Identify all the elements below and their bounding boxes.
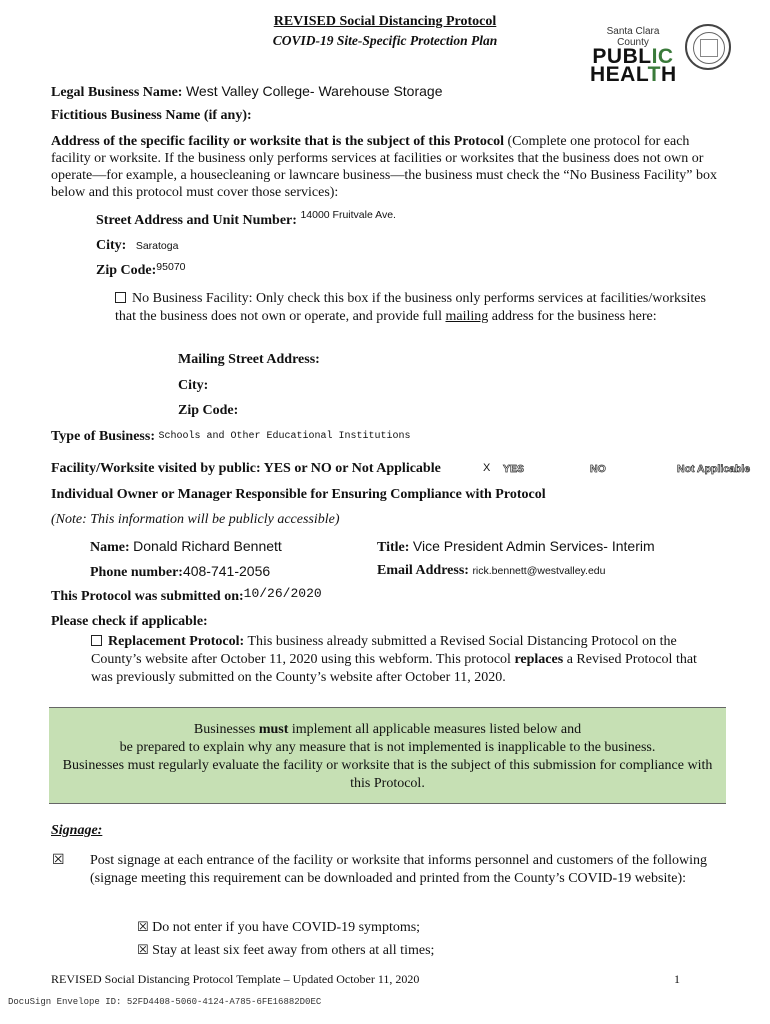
signage-item-text: Post signage at each entrance of the facility or worksite that informs personnel and customers of the following (signage meeting this requirement can be downloaded and printed from the County’s COVID-19 website): bbox=[90, 853, 707, 886]
phone-label: Phone number: bbox=[90, 565, 183, 580]
sub1-text: Do not enter if you have COVID-19 symptoms; bbox=[152, 920, 421, 935]
visited-row bbox=[51, 461, 441, 477]
submitted-label: This Protocol was submitted on: bbox=[51, 589, 244, 604]
zip-label: Zip Code: bbox=[96, 263, 157, 278]
city-field[interactable]: Saratoga bbox=[135, 240, 179, 252]
public-note: (Note: This information will be publicly accessible) bbox=[51, 512, 340, 527]
submitted-field[interactable]: 10/26/2020 bbox=[243, 586, 322, 601]
type-label: Type of Business: bbox=[51, 429, 155, 444]
signage-checkbox[interactable]: ☒ bbox=[52, 852, 65, 868]
phone-row bbox=[90, 563, 270, 581]
county-seal-icon bbox=[685, 24, 731, 70]
visited-mark: X bbox=[483, 462, 491, 474]
option-not-applicable[interactable]: Not Applicable bbox=[677, 463, 751, 475]
fictitious-name-label: Fictitious Business Name (if any): bbox=[51, 108, 252, 123]
signage-sub-1 bbox=[137, 920, 420, 936]
address-intro: Address of the specific facility or worksite that is the subject of this Protocol (Complete one protocol for each facility or worksite. If the business only performs services at facilities or worksites that the business does not own or operate—for example, a housecleaning or lawncare business—the business must check the “No Business Facility” box below and this protocol must cover those services): bbox=[51, 134, 717, 200]
zip-field[interactable]: 95070 bbox=[156, 261, 186, 273]
document-title: REVISED Social Distancing Protocol bbox=[273, 14, 497, 29]
footer-template: REVISED Social Distancing Protocol Template – Updated October 11, 2020 bbox=[51, 972, 420, 986]
public-health-logo bbox=[590, 26, 677, 86]
legal-name-field[interactable]: West Valley College- Warehouse Storage bbox=[185, 83, 443, 99]
notice-line-1: Businesses must implement all applicable measures listed below and bbox=[193, 722, 582, 737]
type-field[interactable]: Schools and Other Educational Institutions bbox=[158, 431, 411, 442]
page-number: 1 bbox=[674, 972, 680, 986]
city-label: City: bbox=[96, 238, 127, 253]
signage-heading: Signage: bbox=[51, 823, 103, 838]
email-field[interactable]: rick.bennett@westvalley.edu bbox=[472, 565, 606, 577]
street-label: Street Address and Unit Number: bbox=[96, 213, 297, 228]
document-subtitle: COVID-19 Site-Specific Protection Plan bbox=[272, 33, 498, 48]
title-label: Title: bbox=[377, 540, 410, 555]
notice-line-2: be prepared to explain why any measure that is not implemented is inapplicable to the business. bbox=[119, 740, 656, 755]
no-facility-checkbox[interactable] bbox=[115, 292, 126, 303]
city-row bbox=[96, 238, 178, 254]
visited-label: Facility/Worksite visited by public: YES or NO or Not Applicable bbox=[51, 461, 441, 476]
name-label: Name: bbox=[90, 540, 130, 555]
logo-public: PUBLIC bbox=[592, 45, 674, 68]
phone-field[interactable]: 408-741-2056 bbox=[182, 563, 271, 579]
street-field[interactable]: 14000 Fruitvale Ave. bbox=[300, 209, 396, 221]
email-row bbox=[377, 563, 605, 579]
compliance-notice bbox=[49, 707, 726, 804]
notice-line-3: Businesses must regularly evaluate the facility or worksite that is the subject of this submission for compliance with this Protocol. bbox=[62, 758, 713, 791]
logo-health: HEALTH bbox=[590, 63, 677, 86]
legal-name-row bbox=[51, 83, 443, 101]
street-row bbox=[96, 209, 396, 229]
type-row bbox=[51, 429, 411, 445]
sub2-text: Stay at least six feet away from others at all times; bbox=[152, 943, 435, 958]
replacement-row: Replacement Protocol: This business already submitted a Revised Social Distancing Protocol on the County’s website after October 11, 2020 using this webform. This protocol replaces a Revised Protocol that was previously submitted on the County’s website after October 11, 2020. bbox=[91, 634, 697, 685]
sub2-checkbox[interactable]: ☒ bbox=[137, 943, 149, 958]
no-facility-row: No Business Facility: Only check this box if the business only performs services at facilities/worksites that the business does not own or operate, and provide full mailing address for the business here: bbox=[115, 291, 706, 324]
logo-county: Santa Clara County bbox=[606, 26, 660, 48]
option-yes[interactable]: YES bbox=[503, 463, 525, 475]
name-row bbox=[90, 538, 282, 556]
zip-row bbox=[96, 263, 186, 279]
owner-heading: Individual Owner or Manager Responsible for Ensuring Compliance with Protocol bbox=[51, 487, 546, 502]
title-row bbox=[377, 538, 655, 556]
mailing-zip-label: Zip Code: bbox=[178, 403, 239, 418]
sub1-checkbox[interactable]: ☒ bbox=[137, 920, 149, 935]
title-field[interactable]: Vice President Admin Services- Interim bbox=[412, 538, 655, 554]
email-label: Email Address: bbox=[377, 563, 469, 578]
submitted-row bbox=[51, 586, 322, 605]
signage-sub-2 bbox=[137, 943, 434, 959]
legal-name-label: Legal Business Name: bbox=[51, 85, 183, 100]
option-no[interactable]: NO bbox=[590, 463, 606, 475]
mailing-city-label: City: bbox=[178, 378, 209, 393]
check-applicable-label: Please check if applicable: bbox=[51, 614, 208, 629]
docusign-envelope-id: DocuSign Envelope ID: 52FD4408-5060-4124-A785-6FE16882D0EC bbox=[8, 997, 322, 1007]
mailing-street-label: Mailing Street Address: bbox=[178, 352, 320, 367]
replacement-checkbox[interactable] bbox=[91, 635, 102, 646]
name-field[interactable]: Donald Richard Bennett bbox=[133, 538, 282, 554]
